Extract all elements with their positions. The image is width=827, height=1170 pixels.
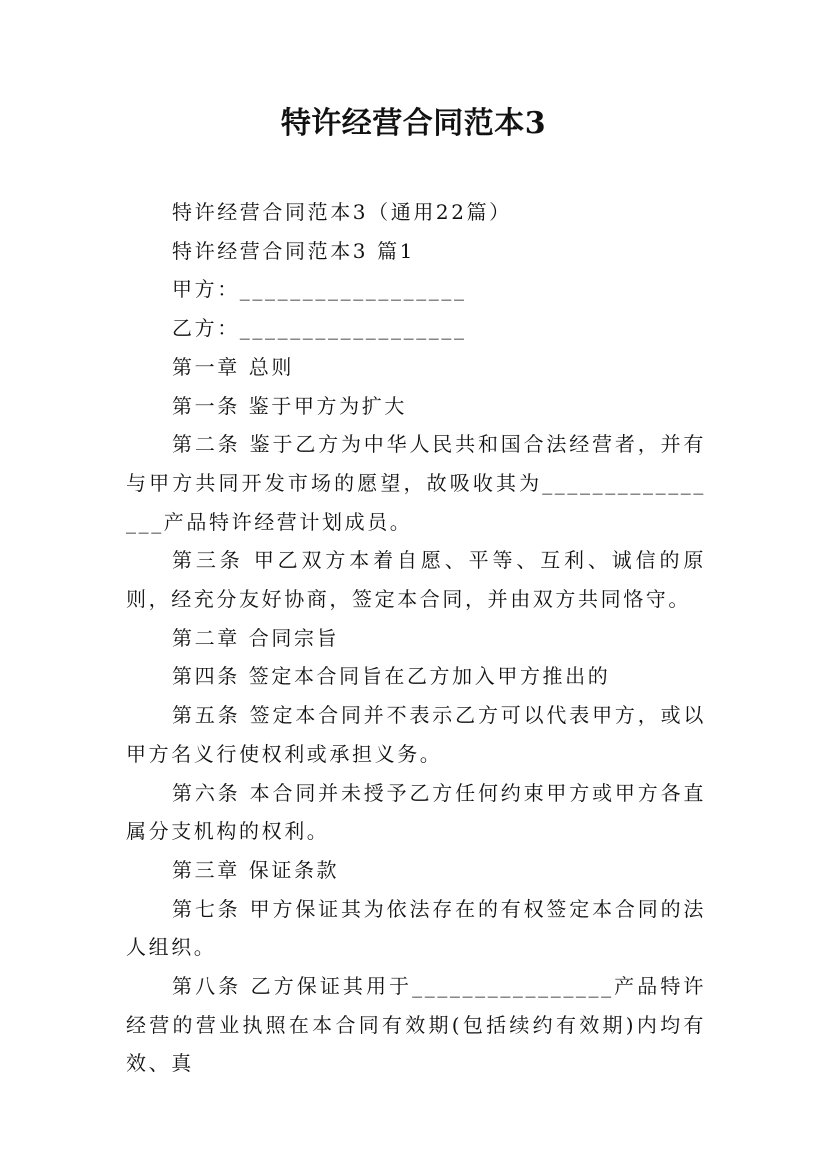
- paragraph-party-a: 甲方：__________________: [172, 277, 467, 302]
- paragraph-article-7: 第七条 甲方保证其为依法存在的有权签定本合同的法人组织。: [126, 896, 706, 960]
- paragraph-chapter-2: 第二章 合同宗旨: [172, 625, 340, 650]
- paragraph-article-4: 第四条 签定本合同旨在乙方加入甲方推出的: [172, 664, 611, 689]
- paragraph-section-heading: 特许经营合同范本3 篇1: [172, 238, 416, 263]
- paragraph-article-1: 第一条 鉴于甲方为扩大: [172, 393, 407, 418]
- paragraph-party-b: 乙方：__________________: [172, 316, 467, 341]
- paragraph-article-2: 第二条 鉴于乙方为中华人民共和国合法经营者，并有与甲方共同开发市场的愿望，故吸收其为________________产品特许经营计划成员。: [126, 432, 706, 534]
- document-body: [126, 193, 706, 1083]
- paragraph-article-5: 第五条 签定本合同并不表示乙方可以代表甲方，或以甲方名义行使权利或承担义务。: [126, 703, 706, 766]
- paragraph-chapter-1: 第一章 总则: [172, 354, 294, 379]
- paragraph-article-8: 第八条 乙方保证其用于________________产品特许经营的营业执照在本合同有效期(包括续约有效期)内均有效、真: [126, 974, 706, 1076]
- paragraph-chapter-3: 第三章 保证条款: [172, 857, 340, 882]
- paragraph-subtitle: 特许经营合同范本3（通用22篇）: [172, 200, 512, 224]
- document-title: 特许经营合同范本3: [280, 106, 547, 141]
- paragraph-article-6: 第六条 本合同并未授予乙方任何约束甲方或甲方各直属分支机构的权利。: [126, 780, 706, 844]
- paragraph-article-3: 第三条 甲乙双方本着自愿、平等、互利、诚信的原则，经充分友好协商，签定本合同，并由双方共同恪守。: [126, 548, 706, 612]
